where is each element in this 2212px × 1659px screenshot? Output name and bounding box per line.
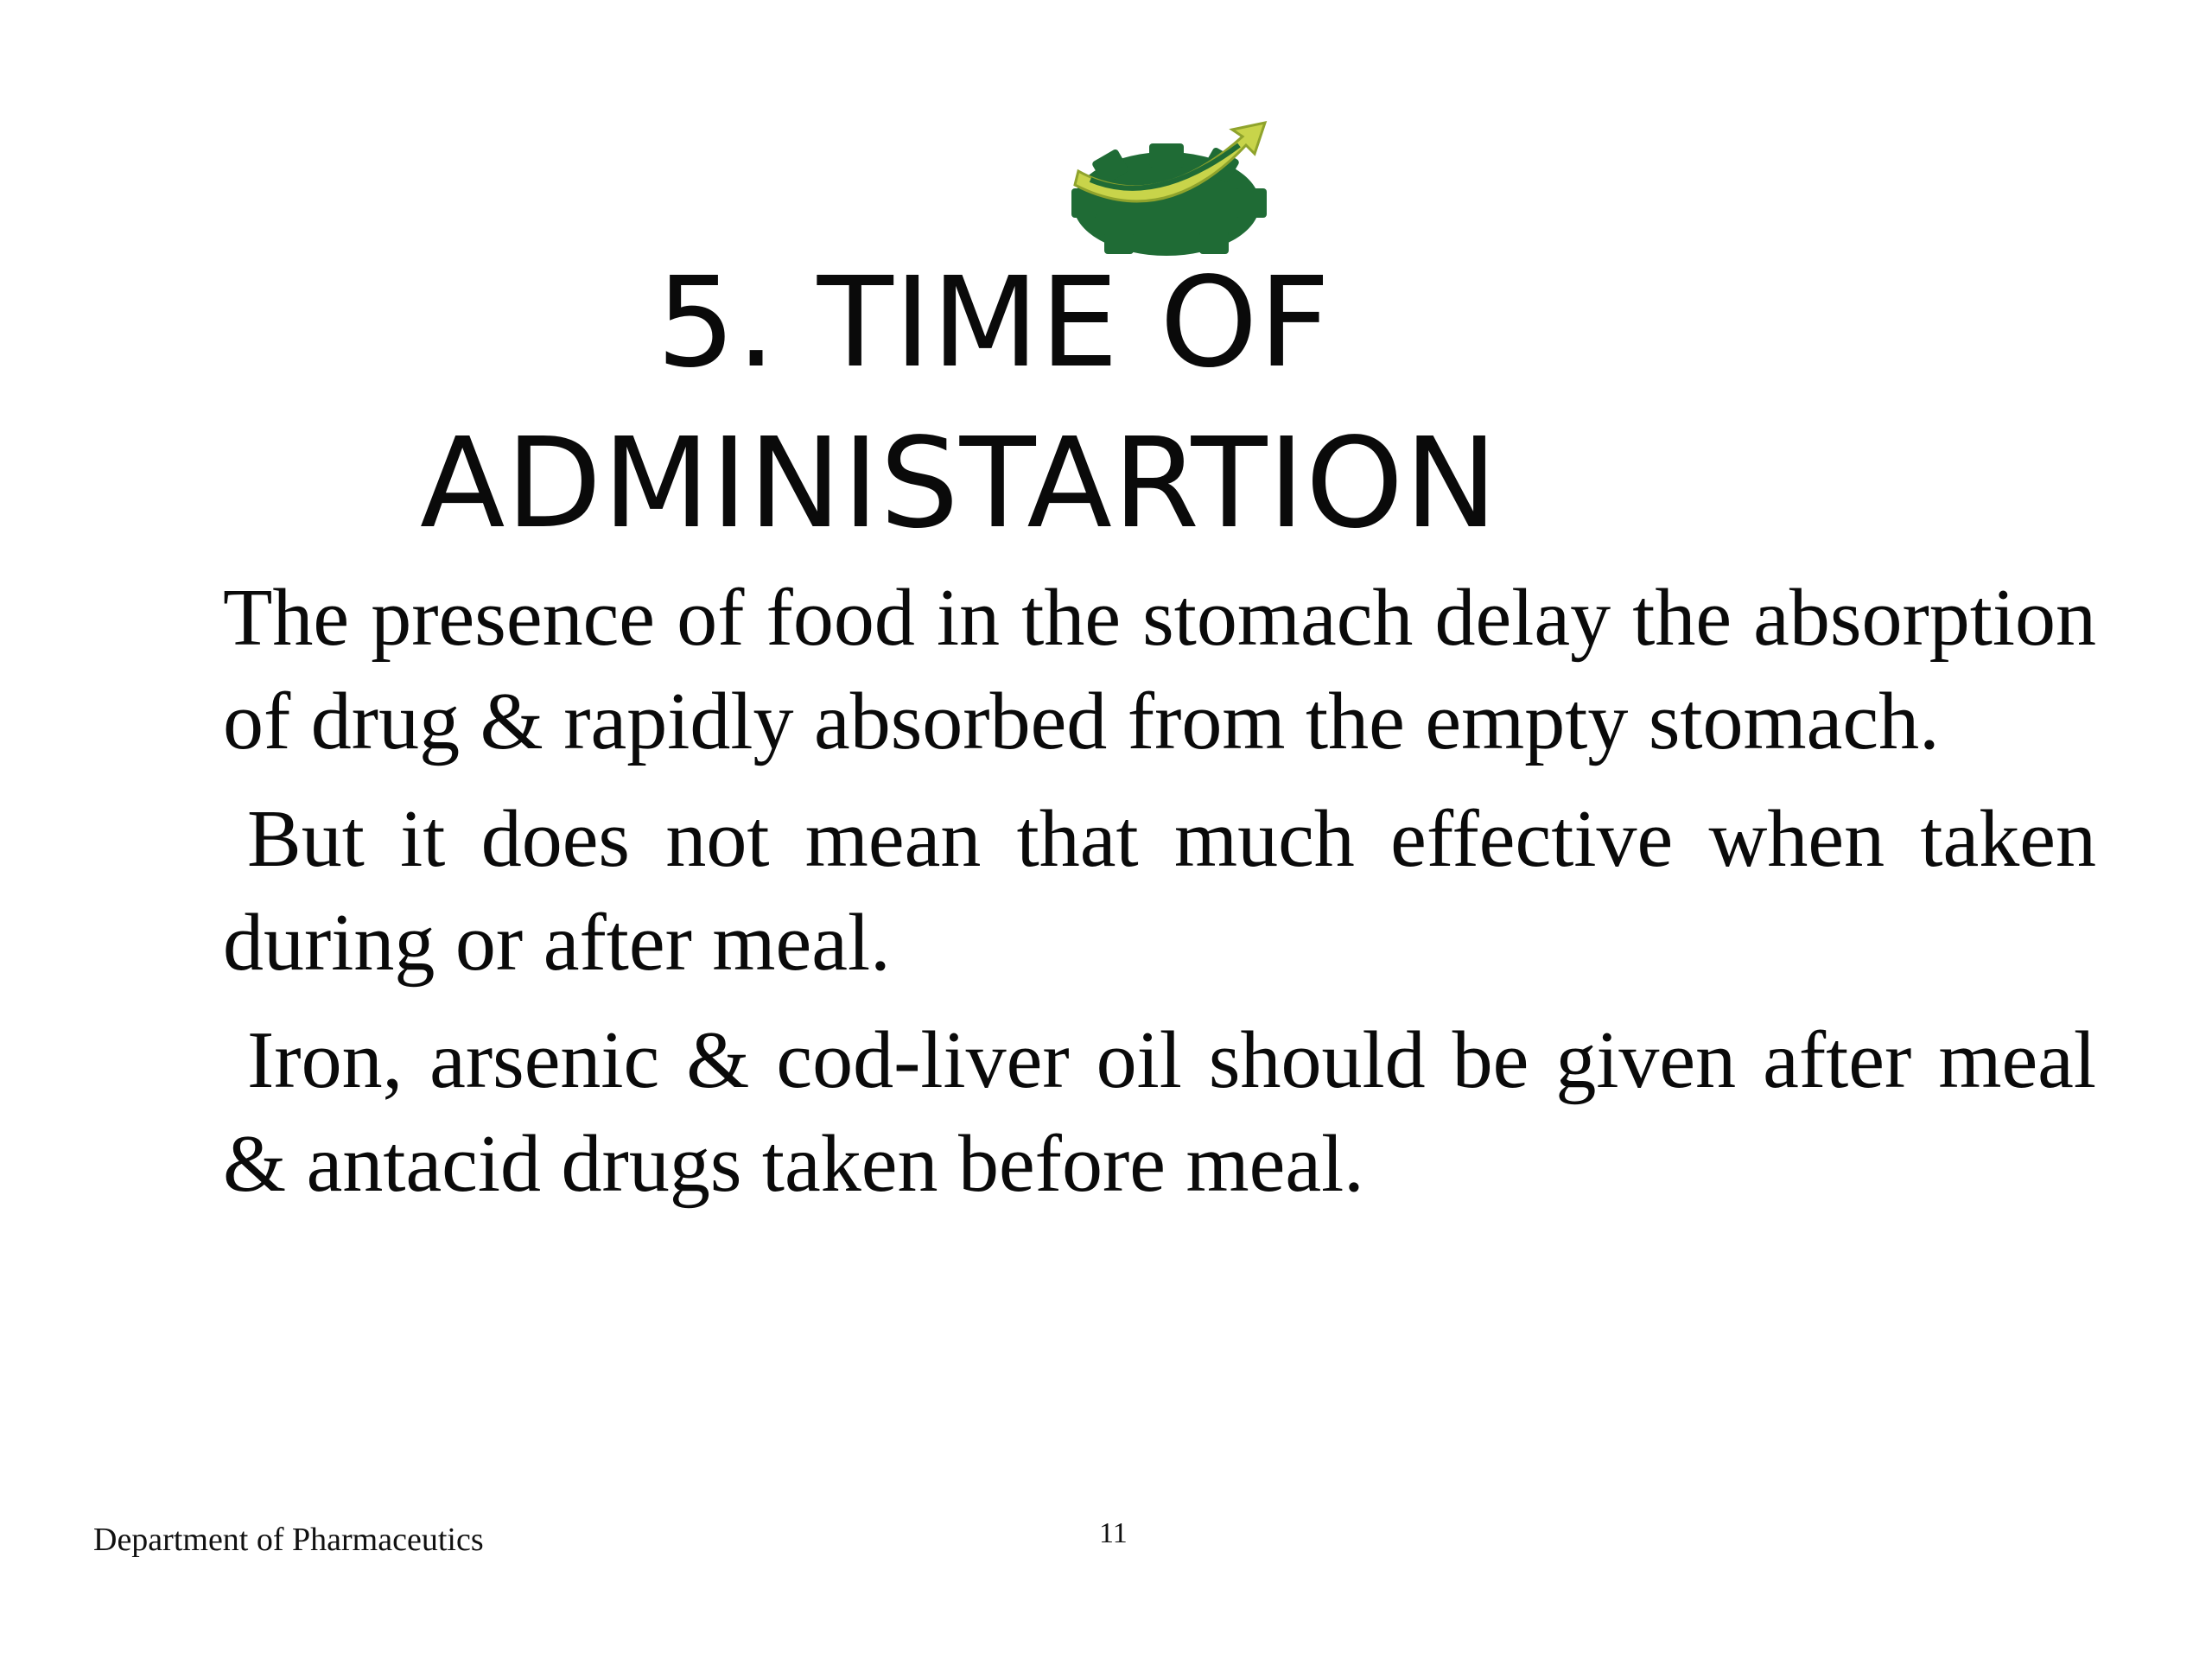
- title-line-1: 5. TIME OF: [656, 250, 1332, 395]
- gear-arrow-logo-icon: [1070, 111, 1270, 257]
- footer-department: Department of Pharmaceutics: [93, 1522, 484, 1558]
- page-number: 11: [1099, 1517, 1128, 1549]
- title-line-2: ADMINISTARTION: [419, 410, 1499, 556]
- paragraph-1: The presence of food in the stomach delay the absorption of drug & rapidly absorbed from the empty stomach.: [223, 573, 2096, 766]
- paragraph-2: But it does not mean that much effective when taken during or after meal.: [223, 794, 2096, 988]
- paragraph-3: Iron, arsenic & cod-liver oil should be given after meal & antacid drugs taken before meal.: [223, 1015, 2096, 1209]
- slide-body: [223, 566, 2096, 1230]
- slide-title: [328, 242, 1590, 563]
